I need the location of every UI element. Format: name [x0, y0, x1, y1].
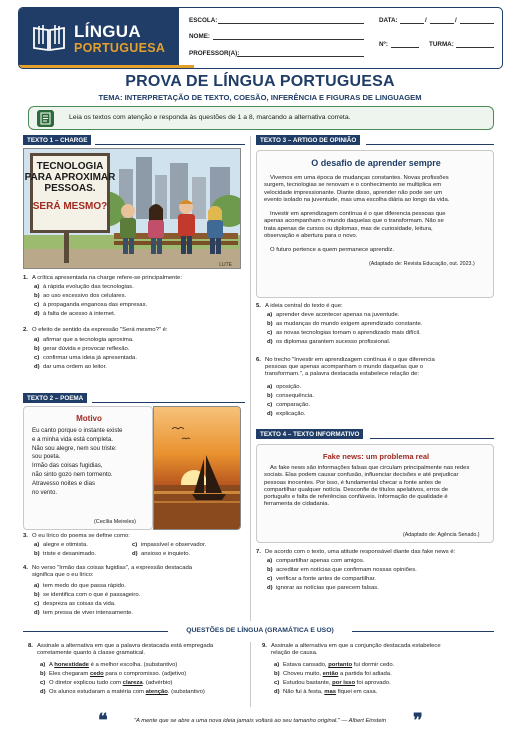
option-5a[interactable] — [267, 312, 399, 319]
poem-line: sou poeta. — [32, 453, 61, 461]
option-8b[interactable] — [40, 671, 186, 678]
page-title: PROVA DE LÍNGUA PORTUGUESA — [125, 73, 395, 90]
option-3c[interactable] — [132, 542, 206, 549]
option-letter: a) — [274, 662, 280, 668]
professor-field[interactable] — [237, 56, 364, 57]
exam-header — [18, 7, 503, 69]
option-text: fui dormir cedo. — [352, 662, 395, 668]
option-text: acreditar em notícias que confirmam nossas opiniões. — [276, 567, 417, 573]
poem-author: (Cecília Meireles) — [94, 519, 136, 525]
option-letter: c) — [34, 355, 40, 361]
logo-stripe — [19, 65, 194, 68]
paragraph-line: português e falta de referências confiáveis. Informação de qualidade é — [264, 494, 448, 501]
paragraph-line: ferramenta de cidadania. — [264, 501, 330, 508]
cartoon-image — [23, 148, 241, 269]
option-6a[interactable] — [267, 384, 301, 391]
option-letter: d) — [274, 689, 280, 695]
option-text: aprender deve acontecer apenas na juventude. — [276, 312, 400, 318]
option-letter: a) — [267, 384, 273, 390]
article-title: O desafio de aprender sempre — [311, 158, 441, 168]
question-8 — [28, 643, 248, 657]
poem-line: Irmão das coisas fugidias, — [32, 462, 103, 470]
option-6c[interactable] — [267, 402, 310, 409]
highlighted-word: mas — [324, 689, 337, 695]
date-separator: / — [425, 17, 427, 24]
highlighted-word: clareza — [122, 680, 143, 686]
option-letter: a) — [267, 312, 273, 318]
highlighted-word: então — [322, 671, 339, 677]
paragraph-line: evento isolado na juventude, mas uma escolha diária ao longo da vida. — [264, 196, 450, 203]
option-letter: c) — [34, 601, 40, 607]
option-3a[interactable] — [34, 542, 88, 549]
option-text: oposição. — [276, 384, 302, 390]
highlighted-word: por isso — [332, 680, 356, 686]
option-text: Os alunos estudaram a matéria com — [49, 689, 146, 695]
option-text: as novas tecnologias tornam o aprendizado mais difícil. — [276, 330, 421, 336]
book-icon — [32, 22, 66, 52]
question-number: 1. — [23, 275, 28, 281]
option-7b[interactable] — [267, 567, 417, 574]
sign-line3: PESSOAS. — [44, 183, 96, 194]
poem-line: Atravesso noites e dias — [32, 479, 96, 487]
question-text: No verso "Irmão das coisas fugidias", a expressão destacada — [32, 565, 193, 571]
option-5d[interactable] — [267, 339, 390, 346]
sign-line1: TECNOLOGIA — [36, 161, 104, 172]
question-text: corretamente quanto à classe gramatical. — [37, 650, 146, 657]
data-month-field[interactable] — [430, 23, 454, 24]
sunset-image — [153, 406, 241, 530]
option-6b[interactable] — [267, 393, 314, 400]
article-paragraph-2 — [264, 211, 492, 240]
logo-title-line1: LÍNGUA — [74, 22, 141, 41]
question-9 — [262, 643, 497, 657]
poem-line: e a minha vida está completa. — [32, 435, 113, 443]
question-text: No trecho "Investir em aprendizagem contínua é o que diferencia — [265, 357, 435, 363]
nome-field[interactable] — [213, 39, 364, 40]
highlighted-word: honestidade — [54, 662, 89, 668]
paragraph-line: As fake news são informações falsas que circulam principalmente nas redes — [270, 465, 470, 471]
option-letter: d) — [132, 551, 138, 557]
question-number: 9. — [262, 643, 267, 649]
option-text: dar uma ordem ao leitor. — [43, 364, 107, 370]
highlighted-word: portanto — [328, 662, 353, 668]
poem-line: Não sou alegre, nem sou triste: — [32, 444, 117, 452]
option-letter: c) — [34, 302, 40, 308]
option-9c[interactable] — [274, 680, 391, 687]
option-text: Choveu muito, — [283, 671, 323, 677]
option-text: A — [49, 662, 55, 668]
question-3 — [23, 533, 243, 540]
article-box — [256, 150, 494, 298]
option-1d[interactable] — [34, 311, 115, 318]
info-title: Fake news: um problema real — [322, 452, 430, 461]
texto3-header: TEXTO 3 – ARTIGO DE OPINIÃO — [256, 135, 360, 145]
option-letter: a) — [40, 662, 46, 668]
option-9d[interactable] — [274, 689, 377, 696]
option-8d[interactable] — [40, 689, 205, 696]
option-text: . (substantivo) — [167, 689, 205, 695]
option-text: ignorar as notícias que parecem falsas. — [276, 585, 379, 591]
texto1-header: TEXTO 1 – CHARGE — [23, 135, 91, 145]
paragraph-line: sociais. Elas podem causar confusão, influenciar decisões e até prejudicar — [264, 472, 459, 479]
option-text: à propaganda enganosa das empresas. — [43, 302, 148, 308]
sign-line4: SERÁ MESMO? — [32, 201, 108, 212]
option-letter: a) — [34, 284, 40, 290]
option-8a[interactable] — [40, 662, 177, 669]
section-rule — [92, 402, 245, 403]
quote-close-icon: ❞ — [413, 710, 423, 731]
question-text: pessoas que apenas acompanham o mundo daquelas que o — [265, 364, 424, 371]
option-7c[interactable] — [267, 576, 376, 583]
sunset-illustration — [154, 407, 241, 530]
option-9b[interactable] — [274, 671, 392, 678]
logo-diagonal — [149, 8, 177, 69]
poem-line: não sinto gozo nem tormento. — [32, 470, 113, 478]
option-text: fiquei em casa. — [336, 689, 378, 695]
option-letter: b) — [34, 551, 40, 557]
question-text: Assinale a alternativa em que a palavra destacada está empregada — [37, 643, 214, 649]
option-letter: b) — [274, 671, 280, 677]
question-text: significa que o eu lírico: — [32, 572, 94, 579]
option-text: tem pressa de viver intensamente. — [43, 610, 134, 616]
numero-label: Nº: — [379, 41, 388, 48]
question-number: 4. — [23, 565, 28, 571]
option-letter: b) — [40, 671, 46, 677]
option-8c[interactable] — [40, 680, 172, 687]
option-text: confirmar uma ideia já apresentada. — [43, 355, 137, 361]
option-letter: d) — [267, 585, 273, 591]
question-number: 3. — [23, 533, 28, 539]
paragraph-line: Vivemos em uma época de mudanças constantes. Novas profissões — [270, 175, 449, 181]
poem-line: Eu canto porque o instante existe — [32, 427, 123, 434]
logo-title-line2: PORTUGUESA — [74, 41, 166, 55]
option-text: O diretor explicou tudo com — [49, 680, 123, 686]
option-text: é a melhor escolha. (substantivo) — [88, 662, 178, 668]
option-text: gerar dúvida e provocar reflexão. — [43, 346, 130, 352]
option-6d[interactable] — [267, 411, 305, 418]
option-text: à falta de acesso à internet. — [43, 311, 116, 317]
option-text: explicação. — [276, 411, 306, 417]
question-number: 6. — [256, 357, 261, 363]
turma-label: TURMA: — [429, 41, 454, 48]
section-rule — [366, 144, 494, 145]
option-text: alegre e otimista. — [43, 542, 88, 548]
escola-label: ESCOLA: — [189, 17, 218, 24]
option-4a[interactable] — [34, 583, 126, 590]
question-5 — [256, 303, 496, 310]
option-2a[interactable] — [34, 337, 134, 344]
option-letter: d) — [267, 411, 273, 417]
option-2d[interactable] — [34, 364, 107, 371]
option-text: compartilhar apenas com amigos. — [276, 558, 365, 564]
grammar-header: QUESTÕES DE LÍNGUA (GRAMÁTICA E USO) — [186, 627, 334, 634]
nome-label: NOME: — [189, 33, 210, 40]
turma-field[interactable] — [456, 47, 494, 48]
question-2 — [23, 327, 243, 334]
option-3b[interactable] — [34, 551, 96, 558]
option-letter: d) — [34, 311, 40, 317]
option-letter: b) — [267, 567, 273, 573]
option-letter: a) — [34, 583, 40, 589]
option-text: impassível e observador. — [141, 542, 207, 548]
checklist-icon — [37, 110, 54, 127]
option-text: tem medo do que passa rápido. — [43, 583, 126, 589]
option-3d[interactable] — [132, 551, 190, 558]
option-letter: c) — [132, 542, 138, 548]
page-subtitle: TEMA: INTERPRETAÇÃO DE TEXTO, COESÃO, INFERÊNCIA E FIGURAS DE LINGUAGEM — [98, 93, 422, 102]
paragraph-line: compartilhar qualquer notícia. Desconfie de títulos apelativos, erros de — [264, 486, 449, 493]
question-text: A ideia central do texto é que: — [265, 303, 343, 309]
texto2-header: TEXTO 2 – POEMA — [23, 393, 87, 403]
option-letter: a) — [34, 542, 40, 548]
option-letter: b) — [34, 346, 40, 352]
option-letter: d) — [40, 689, 46, 695]
date-separator: / — [455, 17, 457, 24]
paragraph-line: pessoas inocentes. Por isso, é fundamental checar a fonte antes de — [264, 479, 442, 486]
cartoon-illustration — [24, 149, 241, 269]
info-box — [256, 444, 494, 543]
option-text: triste e desanimado. — [43, 551, 97, 557]
option-7d[interactable] — [267, 585, 379, 592]
option-text: ansioso e inquieto. — [141, 551, 191, 557]
option-letter: b) — [267, 321, 273, 327]
paragraph-line: Investir em aprendizagem contínua é o que diferencia pessoas que — [270, 211, 446, 217]
numero-field[interactable] — [391, 47, 419, 48]
option-letter: c) — [267, 576, 273, 582]
data-label: DATA: — [379, 17, 398, 24]
highlighted-word: cedo — [89, 671, 104, 677]
question-text: A crítica apresentada na charge refere-se principalmente: — [32, 275, 182, 281]
option-text: comparação. — [276, 402, 311, 408]
option-letter: c) — [267, 402, 273, 408]
option-5b[interactable] — [267, 321, 422, 328]
question-number: 5. — [256, 303, 261, 309]
option-letter: b) — [34, 293, 40, 299]
quote-open-icon: ❝ — [98, 710, 108, 731]
cartoon-signature: LUTE — [219, 262, 232, 268]
question-number: 7. — [256, 549, 261, 555]
data-year-field[interactable] — [460, 23, 494, 24]
option-letter: a) — [267, 558, 273, 564]
sign-line2: PARA APROXIMAR — [24, 172, 116, 183]
option-4d[interactable] — [34, 610, 133, 617]
question-text: transformam.", a palavra destacada estabelece relação de: — [265, 371, 420, 378]
poem-body — [32, 427, 122, 497]
question-7 — [256, 549, 496, 556]
option-4c[interactable] — [34, 601, 116, 608]
question-4 — [23, 565, 243, 579]
option-text: a partida foi adiada. — [338, 671, 392, 677]
option-9a[interactable] — [274, 662, 394, 669]
column-divider — [250, 642, 251, 707]
question-text: O eu lírico do poema se define como: — [32, 533, 130, 539]
paragraph-line: observação e abertura para o novo. — [264, 232, 358, 239]
question-text: Assinale a alternativa em que a conjunção destacada estabelece — [271, 643, 441, 649]
option-letter: c) — [40, 680, 46, 686]
option-text: despreza as coisas da vida. — [43, 601, 116, 607]
option-letter: b) — [267, 393, 273, 399]
option-1a[interactable] — [34, 284, 134, 291]
option-text: consequência. — [276, 393, 314, 399]
option-text: para o compromisso. (adjetivo) — [103, 671, 187, 677]
option-2c[interactable] — [34, 355, 137, 362]
paragraph-line: surgem, tecnologias se renovam e o conhecimento se multiplica em — [264, 182, 442, 189]
poem-title: Motivo — [76, 414, 102, 423]
question-text: O efeito de sentido da expressão "Será mesmo?" é: — [32, 327, 168, 333]
section-rule — [370, 438, 494, 439]
footer-quote: "A mente que se abre a uma nova ideia jamais voltará ao seu tamanho original." — Albert Einstein — [133, 718, 387, 724]
option-text: afirmar que a tecnologia aproxima. — [43, 337, 134, 343]
option-text: . (advérbio) — [142, 680, 173, 686]
article-paragraph-3: O futuro pertence a quem permanece aprendiz. — [270, 247, 395, 253]
option-text: verificar a fonte antes de compartilhar. — [276, 576, 376, 582]
option-text: as mudanças do mundo exigem aprendizado constante. — [276, 321, 423, 327]
option-letter: a) — [34, 337, 40, 343]
option-text: se identifica com o que é passageiro. — [43, 592, 141, 598]
professor-label: PROFESSOR(A): — [189, 50, 240, 57]
escola-field[interactable] — [218, 23, 364, 24]
option-text: Estudou bastante, — [283, 680, 333, 686]
paragraph-line: apenas acompanham o mundo daquelas que o transformam. Não se — [264, 218, 444, 225]
article-paragraph-1 — [264, 175, 492, 204]
option-5c[interactable] — [267, 330, 421, 337]
option-4b[interactable] — [34, 592, 140, 599]
question-text: relação de causa. — [271, 650, 318, 657]
data-day-field[interactable] — [400, 23, 424, 24]
instruction-text: Leia os textos com atenção e responda às questões de 1 a 8, marcando a alternativa correta. — [69, 114, 351, 121]
question-number: 8. — [28, 643, 33, 649]
article-source: (Adaptado de: Revista Educação, out. 2023.) — [369, 261, 475, 267]
section-rule — [95, 144, 245, 145]
highlighted-word: atenção — [145, 689, 168, 695]
option-letter: d) — [34, 364, 40, 370]
instruction-box — [28, 106, 494, 130]
option-text: Não fui à festa, — [283, 689, 325, 695]
option-1b[interactable] — [34, 293, 126, 300]
option-letter: c) — [274, 680, 280, 686]
question-number: 2. — [23, 327, 28, 333]
option-letter: c) — [267, 330, 273, 336]
option-1c[interactable] — [34, 302, 147, 309]
option-letter: d) — [267, 339, 273, 345]
option-text: os diplomas garantem sucesso profissional. — [276, 339, 391, 345]
question-text: De acordo com o texto, uma atitude responsável diante das fake news é: — [265, 549, 456, 555]
question-6 — [256, 357, 496, 379]
option-letter: d) — [34, 610, 40, 616]
option-letter: b) — [34, 592, 40, 598]
column-divider — [250, 136, 251, 621]
info-paragraph — [264, 465, 492, 509]
poem-box — [23, 406, 153, 530]
option-7a[interactable] — [267, 558, 364, 565]
info-source: (Adaptado de: Agência Senado.) — [403, 532, 480, 538]
option-text: foi aprovado. — [355, 680, 391, 686]
paragraph-line: velocidade impressionante. Diante disso, aprender não pode ser um — [264, 189, 443, 196]
poem-line: no vento. — [32, 488, 58, 496]
option-text: Estava cansado, — [283, 662, 329, 668]
question-1 — [23, 275, 243, 282]
option-text: à rápida evolução das tecnologias. — [43, 284, 134, 290]
option-text: ao uso excessivo dos celulares. — [43, 293, 127, 299]
option-2b[interactable] — [34, 346, 129, 353]
option-text: Eles chegaram — [49, 671, 90, 677]
texto4-header: TEXTO 4 – TEXTO INFORMATIVO — [256, 429, 363, 439]
paragraph-line: trata apenas de cursos ou diplomas, mas de curiosidade, leitura, — [264, 225, 433, 232]
